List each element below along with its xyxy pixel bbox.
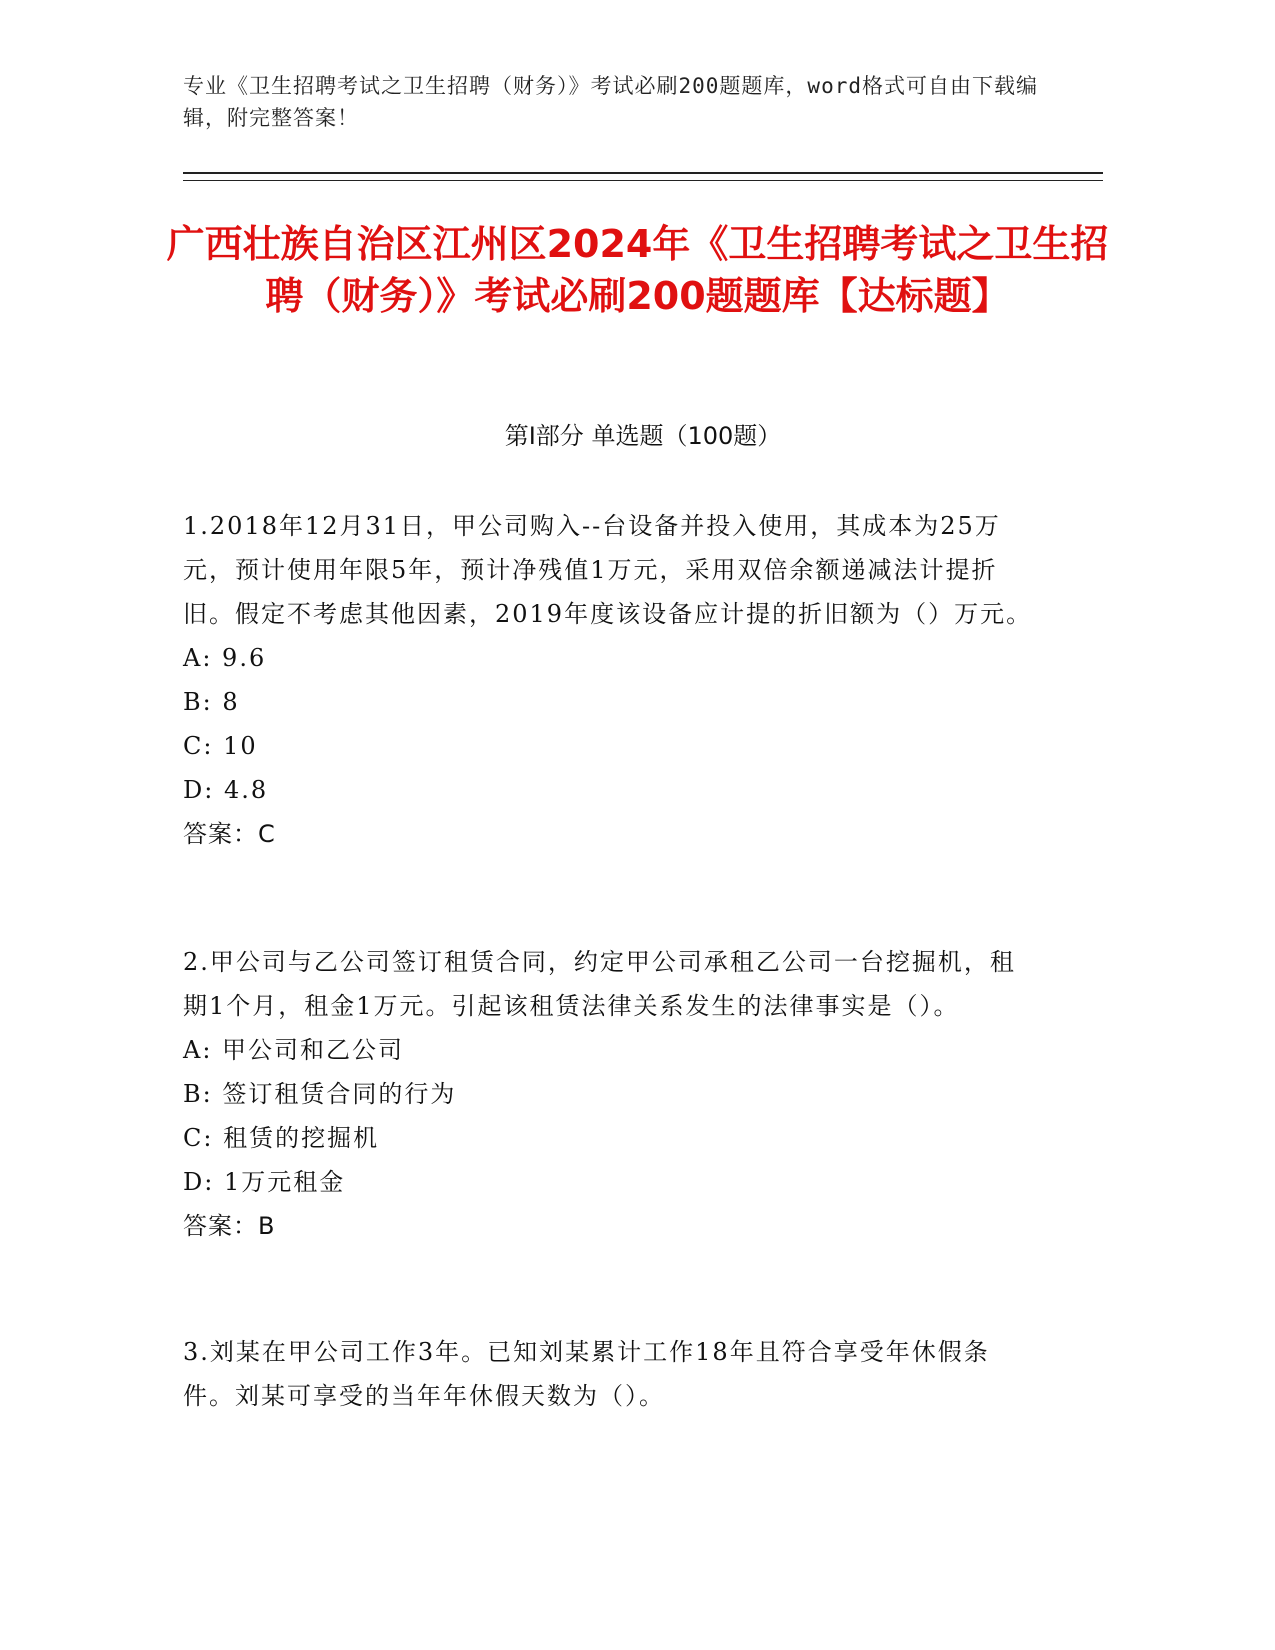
question-stem: 2.甲公司与乙公司签订租赁合同，约定甲公司承租乙公司一台挖掘机，租期1个月，租金1万元。引起该租赁法律关系发生的法律事实是（）。 xyxy=(183,948,1016,1020)
section-heading: 第Ⅰ部分 单选题（100题） xyxy=(504,422,782,450)
header-divider-top xyxy=(183,172,1103,174)
question-1 xyxy=(183,504,1033,856)
answer-line: 答案：B xyxy=(183,1212,276,1240)
option-c: C: 租赁的挖掘机 xyxy=(183,1124,380,1152)
option-a: A: 9.6 xyxy=(183,644,267,672)
option-d: D: 1万元租金 xyxy=(183,1168,346,1196)
question-stem: 1.2018年12月31日，甲公司购入--台设备并投入使用，其成本为25万元，预计使用年限5年，预计净残值1万元，采用双倍余额递减法计提折旧。假定不考虑其他因素，2019年度该设备应计提的折旧额为（）万元。 xyxy=(183,512,1033,628)
option-b: B: 8 xyxy=(183,688,240,716)
header-note: 专业《卫生招聘考试之卫生招聘（财务）》考试必刷200题题库，word格式可自由下载编辑，附完整答案！ xyxy=(183,74,1038,130)
question-stem: 3.刘某在甲公司工作3年。已知刘某累计工作18年且符合享受年休假条件。刘某可享受的当年年休假天数为（）。 xyxy=(183,1338,990,1410)
option-b: B: 签订租赁合同的行为 xyxy=(183,1080,457,1108)
question-2 xyxy=(183,940,1033,1248)
question-3 xyxy=(183,1330,1033,1418)
option-c: C: 10 xyxy=(183,732,258,760)
option-a: A: 甲公司和乙公司 xyxy=(183,1036,405,1064)
document-title: 广西壮族自治区江州区2024年《卫生招聘考试之卫生招聘（财务）》考试必刷200题题库【达标题】 xyxy=(166,222,1109,318)
option-d: D: 4.8 xyxy=(183,776,269,804)
header-divider-bottom xyxy=(183,180,1103,181)
answer-line: 答案：C xyxy=(183,820,276,848)
